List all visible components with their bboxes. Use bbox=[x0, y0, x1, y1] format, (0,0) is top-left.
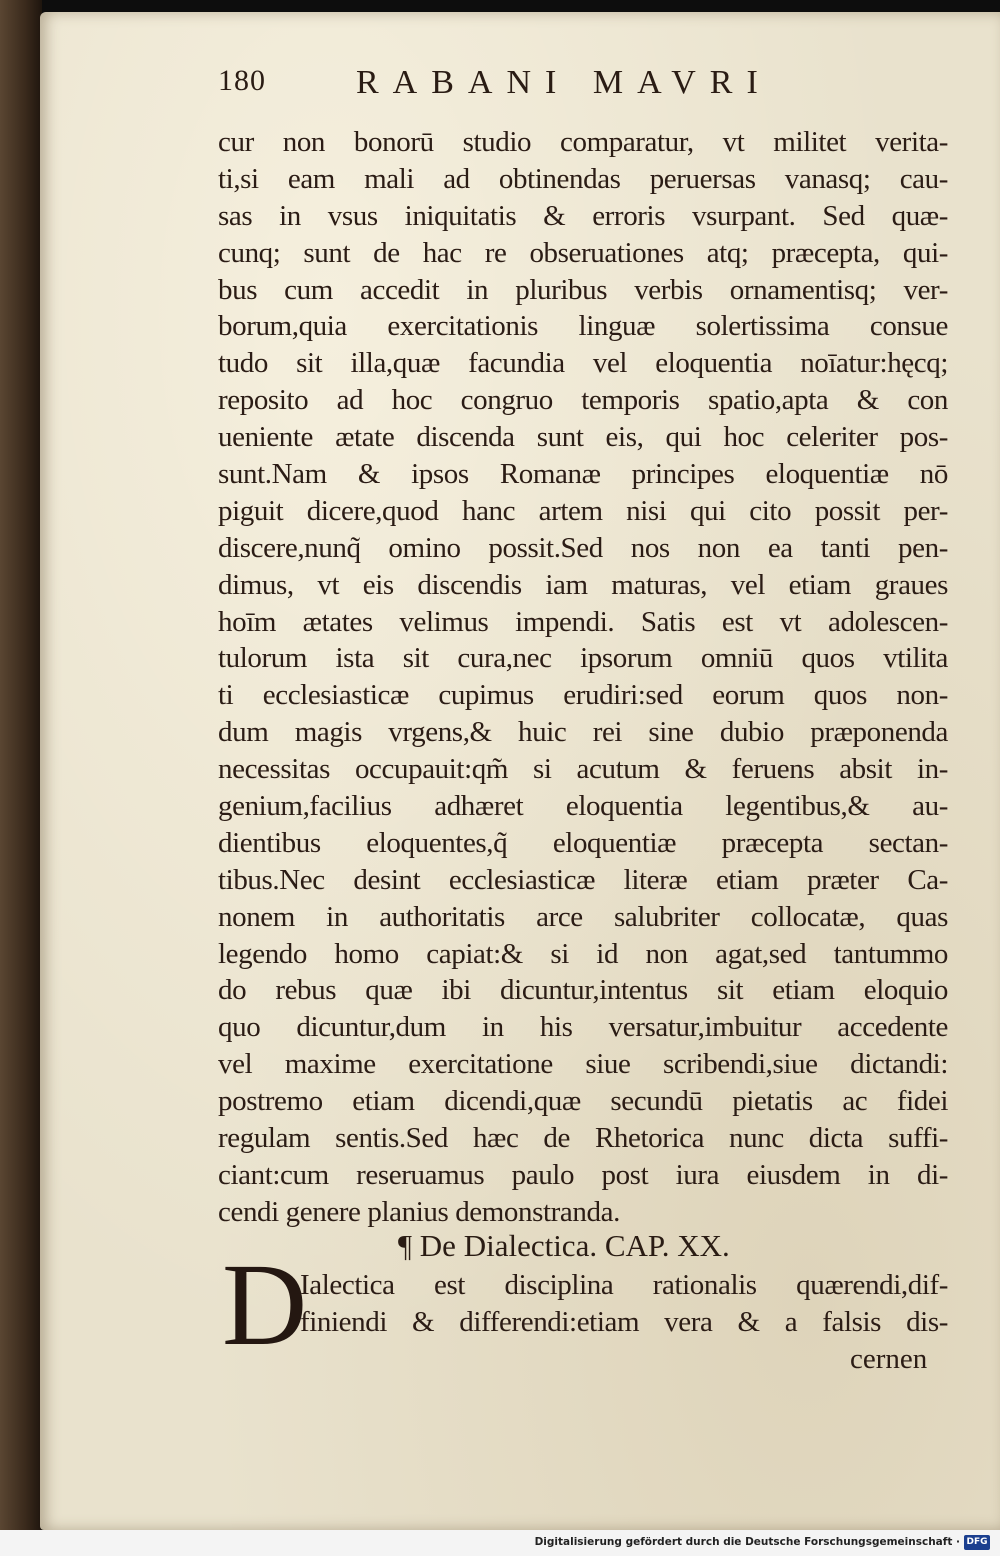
text-line: dum magis vrgens,& huic rei sine dubio præponenda bbox=[218, 716, 948, 749]
text-line: finiendi & differendi:etiam vera & a falsis dis- bbox=[300, 1305, 948, 1338]
text-line: do rebus quæ ibi dicuntur,intentus sit etiam eloquio bbox=[218, 974, 948, 1007]
text-line: dientibus eloquentes,q̃ eloquentiæ præcepta sectan- bbox=[218, 826, 948, 859]
text-line: ueniente ætate discenda sunt eis, qui hoc celeriter pos- bbox=[218, 421, 948, 454]
text-line: tudo sit illa,quæ facundia vel eloquentia noīatur:hęcq; bbox=[218, 347, 948, 380]
running-head bbox=[218, 64, 958, 104]
dfg-logo: DFG bbox=[964, 1535, 990, 1550]
text-line: piguit dicere,quod hanc artem nisi qui cito possit per- bbox=[218, 494, 948, 527]
text-line: discere,nunq̃ omino possit.Sed nos non ea tanti pen- bbox=[218, 531, 948, 564]
text-line: bus cum accedit in pluribus verbis ornamentisq; ver- bbox=[218, 273, 948, 306]
text-line: dimus, vt eis discendis iam maturas, vel etiam graues bbox=[218, 568, 948, 601]
chapter-text bbox=[300, 1267, 948, 1341]
text-line: legendo homo capiat:& si id non agat,sed tantummo bbox=[218, 937, 948, 970]
text-line: sas in vsus iniquitatis & erroris vsurpant. Sed quæ- bbox=[218, 199, 948, 232]
drop-cap-initial: D bbox=[222, 1239, 308, 1370]
text-line: regulam sentis.Sed hæc de Rhetorica nunc dicta suffi- bbox=[218, 1122, 948, 1155]
text-line: genium,facilius adhæret eloquentia legentibus,& au- bbox=[218, 790, 948, 823]
body-text bbox=[218, 124, 948, 1231]
text-line: tulorum ista sit cura,nec ipsorum omniū quos vtilita bbox=[218, 642, 948, 675]
catchword: cernen bbox=[850, 1343, 928, 1375]
text-line: reposito ad hoc congruo temporis spatio,apta & con bbox=[218, 384, 948, 417]
text-line: sunt.Nam & ipsos Romanæ principes eloquentiæ nō bbox=[218, 458, 948, 491]
text-line: ti,si eam mali ad obtinendas peruersas vanasq; cau- bbox=[218, 162, 948, 195]
text-line: ciant:cum reseruamus paulo post iura eiusdem in di- bbox=[218, 1158, 948, 1191]
footer-bar bbox=[0, 1530, 1000, 1556]
text-line: postremo etiam dicendi,quæ secundū pietatis ac fidei bbox=[218, 1085, 948, 1118]
funding-credit: Digitalisierung gefördert durch die Deutsche Forschungsgemeinschaft · bbox=[534, 1536, 960, 1548]
book-binding-edge bbox=[0, 0, 42, 1556]
text-line: tibus.Nec desint ecclesiasticæ literæ etiam præter Ca- bbox=[218, 863, 948, 896]
chapter-heading: ¶ De Dialectica. CAP. XX. bbox=[398, 1228, 730, 1263]
text-line: hoīm ætates velimus impendi. Satis est vt adolescen- bbox=[218, 605, 948, 638]
page-number: 180 bbox=[218, 64, 266, 97]
text-line: nonem in authoritatis arce salubriter collocatæ, quas bbox=[218, 900, 948, 933]
text-line: cendi genere planius demonstranda. bbox=[218, 1195, 620, 1228]
text-line: ti ecclesiasticæ cupimus erudiri:sed eorum quos non- bbox=[218, 679, 948, 712]
text-line: Ialectica est disciplina rationalis quærendi,dif- bbox=[300, 1269, 948, 1301]
text-line: quo dicuntur,dum in his versatur,imbuitur accedente bbox=[218, 1011, 948, 1044]
text-line: borum,quia exercitationis linguæ solertissima consue bbox=[218, 310, 948, 343]
text-line: vel maxime exercitatione siue scribendi,siue dictandi: bbox=[218, 1048, 948, 1081]
text-line: necessitas occupauit:qm̃ si acutum & feruens absit in- bbox=[218, 753, 948, 786]
text-line: cur non bonorū studio comparatur, vt militet verita- bbox=[218, 126, 948, 158]
text-line: cunq; sunt de hac re obseruationes atq; præcepta, qui- bbox=[218, 236, 948, 269]
running-title: RABANI MAVRI bbox=[356, 64, 772, 101]
